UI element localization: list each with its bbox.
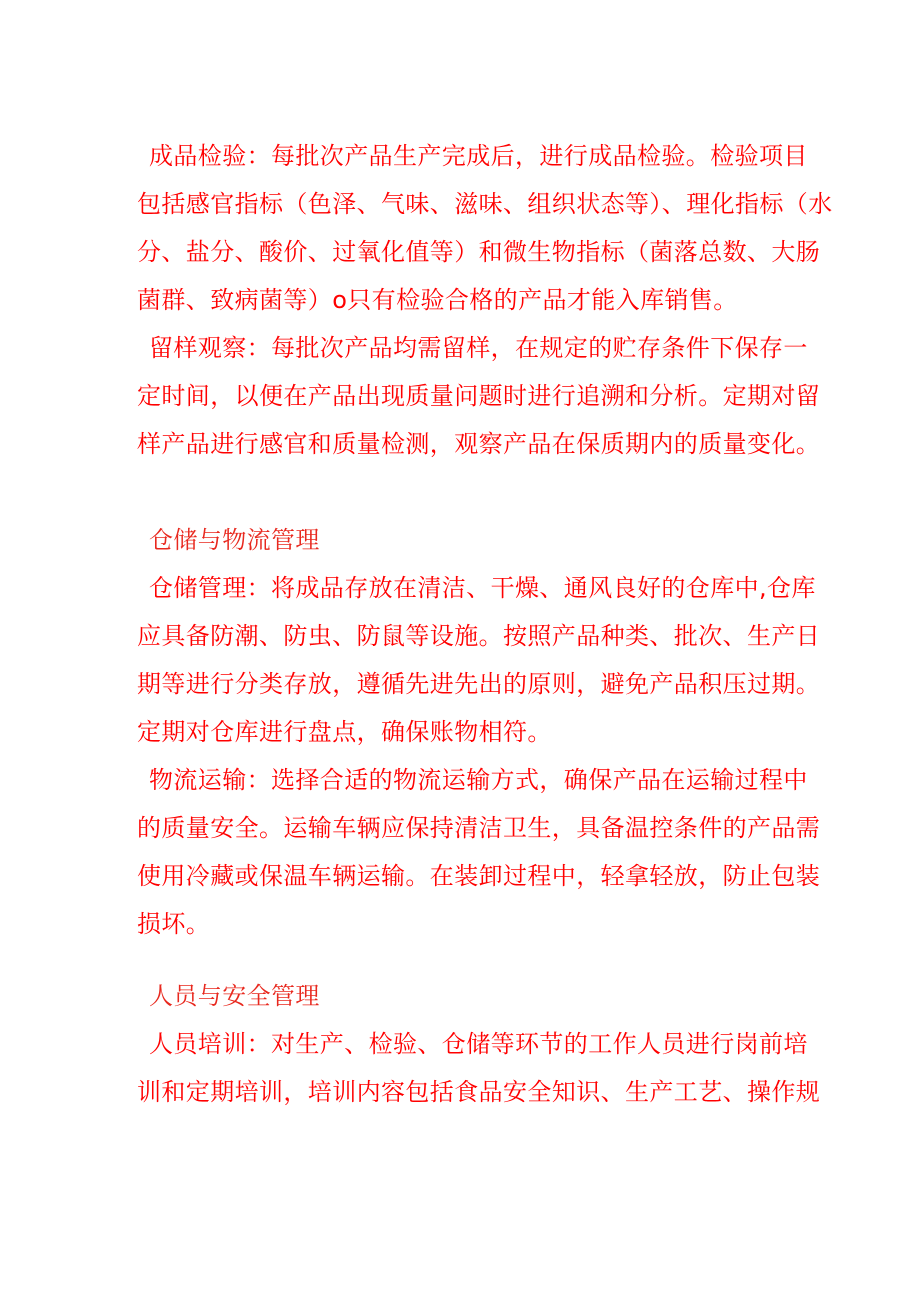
paragraph-line: 的质量安全。运输车辆应保持清洁卫生，具备温控条件的产品需: [137, 814, 821, 842]
paragraph-line: 包括感官指标（色泽、气味、滋味、组织状态等）、理化指标（水: [137, 190, 833, 218]
paragraph-line: 定期对仓库进行盘点，确保账物相符。: [137, 718, 552, 746]
section-heading: 人员与安全管理: [149, 982, 320, 1010]
paragraph-line: 样产品进行感官和质量检测，观察产品在保质期内的质量变化。: [137, 430, 821, 458]
paragraph-line: 成品检验：每批次产品生产完成后，进行成品检验。检验项目: [149, 142, 808, 170]
paragraph-line: 使用冷藏或保温车辆运输。在装卸过程中，轻拿轻放，防止包装: [137, 862, 821, 890]
paragraph-line: 训和定期培训，培训内容包括食品安全知识、生产工艺、操作规: [137, 1078, 821, 1106]
paragraph-line: 人员培训：对生产、检验、仓储等环节的工作人员进行岗前培: [149, 1030, 808, 1058]
paragraph-line: 应具备防潮、防虫、防鼠等设施。按照产品种类、批次、生产日: [137, 622, 821, 650]
paragraph-line: 定时间，以便在产品出现质量问题时进行追溯和分析。定期对留: [137, 382, 821, 410]
paragraph-line: 仓储管理：将成品存放在清洁、干燥、通风良好的仓库中,仓库: [149, 574, 816, 602]
paragraph-line: 分、盐分、酸价、过氧化值等）和微生物指标（菌落总数、大肠: [137, 238, 821, 266]
section-heading: 仓储与物流管理: [149, 526, 320, 554]
paragraph-line: 留样观察：每批次产品均需留样，在规定的贮存条件下保存一: [149, 334, 808, 362]
paragraph-line: 期等进行分类存放，遵循先进先出的原则，避免产品积压过期。: [137, 670, 821, 698]
paragraph-line: 物流运输：选择合适的物流运输方式，确保产品在运输过程中: [149, 766, 808, 794]
paragraph-line: 菌群、致病菌等）o只有检验合格的产品才能入库销售。: [137, 286, 738, 314]
paragraph-line: 损坏。: [137, 910, 211, 938]
